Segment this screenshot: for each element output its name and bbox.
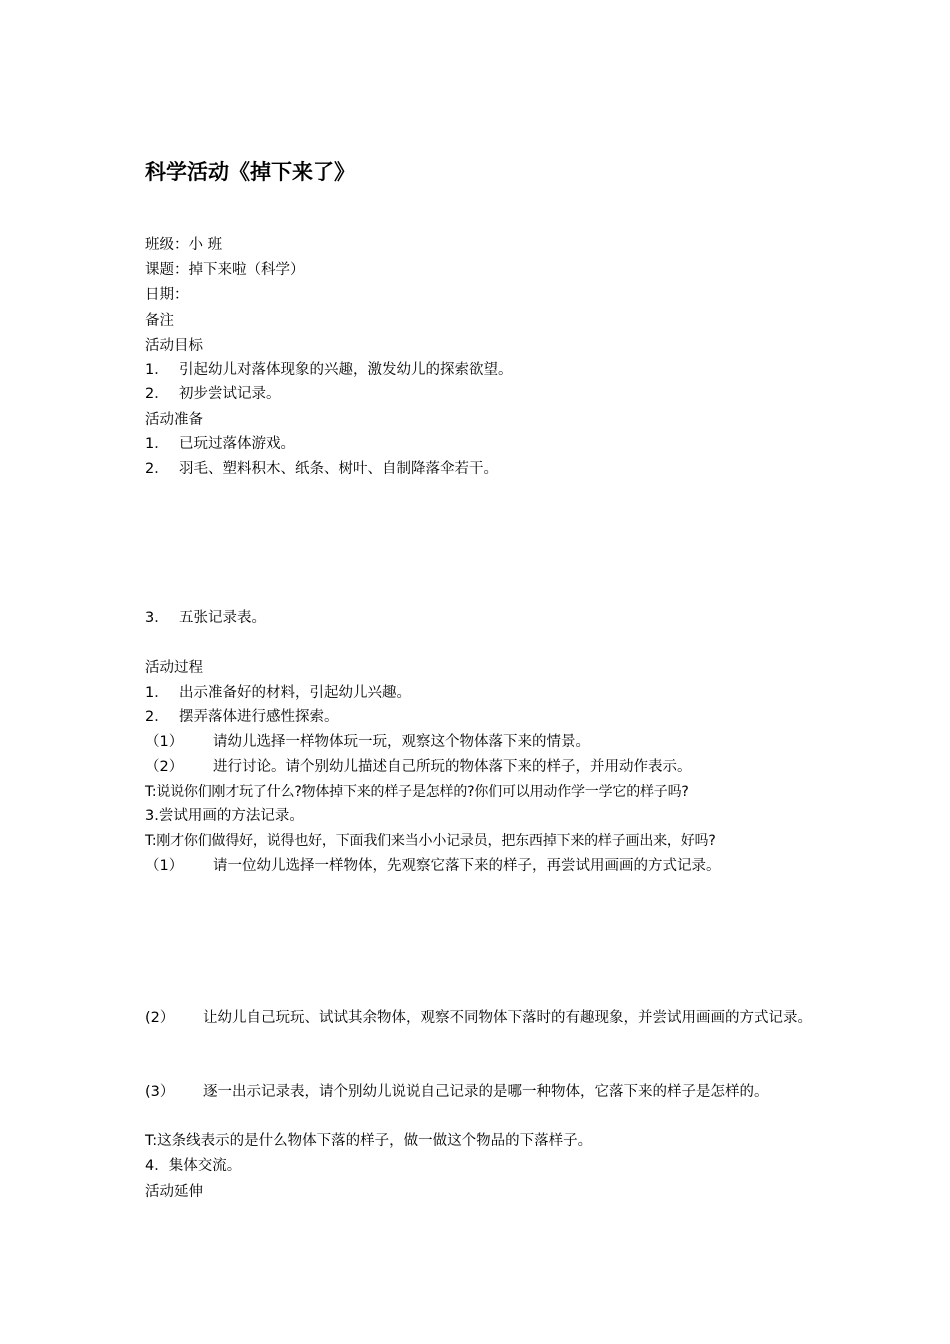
notes-line: 备注 <box>145 313 174 329</box>
prep-heading: 活动准备 <box>145 412 203 428</box>
process-step-number: 1． <box>145 685 169 701</box>
teacher-line: T:这条线表示的是什么物体下落的样子，做一做这个物品的下落样子。 <box>145 1133 593 1149</box>
extension-heading: 活动延伸 <box>145 1184 203 1200</box>
process-substep-text: 逐一出示记录表，请个别幼儿说说自己记录的是哪一种物体，它落下来的样子是怎样的。 <box>203 1084 769 1100</box>
process-step-number: 2． <box>145 709 169 725</box>
process-step: 3.尝试用画的方法记录。 <box>145 808 304 824</box>
class-line: 班级：小 班 <box>145 237 223 253</box>
topic-line: 课题：掉下来啦（科学） <box>145 262 305 278</box>
goal-item-number: 1． <box>145 362 169 378</box>
process-substep-number: （1） <box>145 734 184 750</box>
goal-item-text: 初步尝试记录。 <box>179 386 281 402</box>
teacher-line: T:说说你们刚才玩了什么?物体掉下来的样子是怎样的?你们可以用动作学一学它的样子吗? <box>145 784 689 800</box>
process-substep <box>145 1005 815 1031</box>
goals-heading: 活动目标 <box>145 338 203 354</box>
process-step: 4．集体交流。 <box>145 1158 242 1174</box>
goal-item-text: 引起幼儿对落体现象的兴趣，激发幼儿的探索欲望。 <box>179 362 513 378</box>
prep-item <box>145 433 295 455</box>
prep-item <box>145 458 498 480</box>
process-substep-text: 请幼儿选择一样物体玩一玩，观察这个物体落下来的情景。 <box>213 734 590 750</box>
process-substep-number: (3） <box>145 1084 175 1100</box>
process-substep-number: （2） <box>145 759 184 775</box>
prep-item-text: 五张记录表。 <box>179 610 266 626</box>
teacher-line: T:刚才你们做得好，说得也好，下面我们来当小小记录员，把东西掉下来的样子画出来，好吗? <box>145 833 716 849</box>
process-substep <box>145 1079 815 1105</box>
prep-item-text: 羽毛、塑料积木、纸条、树叶、自制降落伞若干。 <box>179 461 498 477</box>
process-substep-number: （1） <box>145 858 184 874</box>
process-substep <box>145 756 692 778</box>
process-substep <box>145 855 721 877</box>
goal-item-number: 2． <box>145 386 169 402</box>
prep-item <box>145 607 266 629</box>
prep-item-number: 1． <box>145 436 169 452</box>
process-heading: 活动过程 <box>145 660 203 676</box>
process-substep-text: 进行讨论。请个别幼儿描述自己所玩的物体落下来的样子，并用动作表示。 <box>213 759 692 775</box>
process-substep-number: (2） <box>145 1010 175 1026</box>
process-step <box>145 706 339 728</box>
process-substep-text: 请一位幼儿选择一样物体，先观察它落下来的样子，再尝试用画画的方式记录。 <box>213 858 721 874</box>
prep-item-number: 3． <box>145 610 169 626</box>
date-line: 日期： <box>145 287 189 303</box>
goal-item <box>145 359 513 381</box>
prep-item-number: 2． <box>145 461 169 477</box>
process-step-text: 出示准备好的材料，引起幼儿兴趣。 <box>179 685 411 701</box>
process-step <box>145 682 411 704</box>
goal-item <box>145 383 281 405</box>
prep-item-text: 已玩过落体游戏。 <box>179 436 295 452</box>
document-title: 科学活动《掉下来了》 <box>145 160 355 184</box>
process-substep-text: 让幼儿自己玩玩、试试其余物体，观察不同物体下落时的有趣现象，并尝试用画画的方式记录。 <box>203 1010 812 1026</box>
process-substep <box>145 731 590 753</box>
process-step-text: 摆弄落体进行感性探索。 <box>179 709 339 725</box>
